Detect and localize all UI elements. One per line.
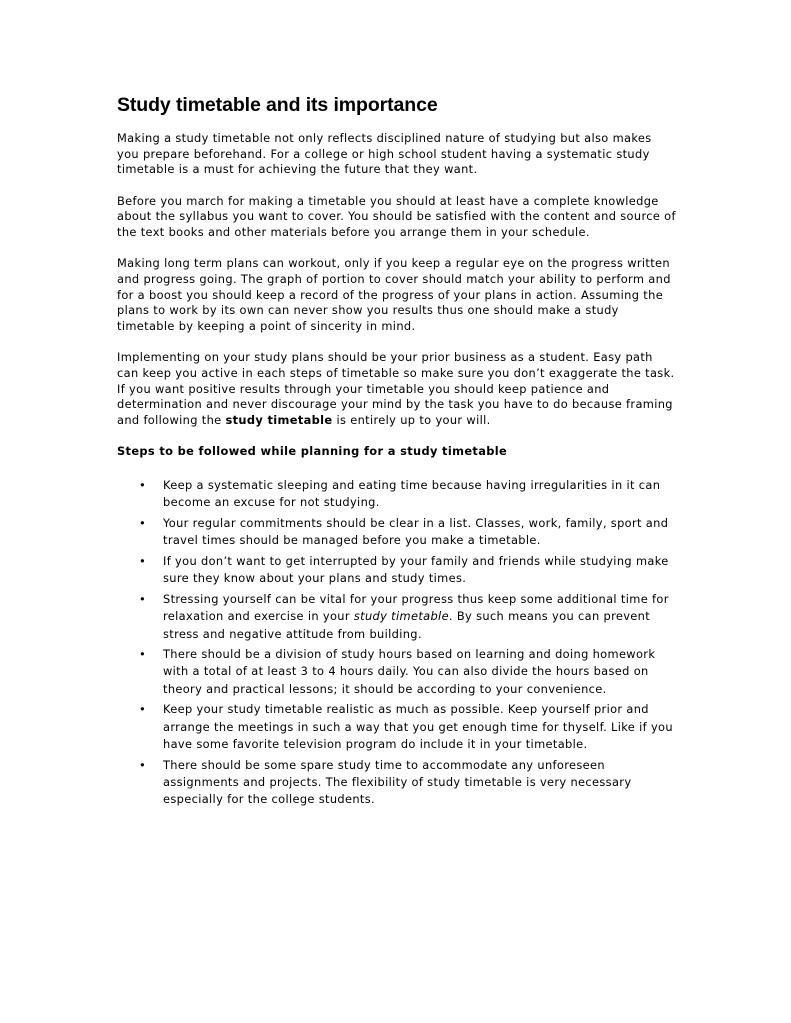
bullet-icon: • — [139, 702, 147, 717]
list-item — [117, 701, 677, 753]
list-item — [117, 553, 677, 588]
list-item — [117, 591, 677, 643]
document-title: Study timetable and its importance — [117, 94, 438, 116]
list-item — [117, 477, 677, 512]
italic-study-timetable: study timetable — [353, 609, 449, 624]
list-item — [117, 646, 677, 698]
document-page — [117, 93, 677, 812]
paragraph-implementing — [117, 350, 677, 429]
bullet-icon: • — [139, 647, 147, 662]
list-item-text: Keep your study timetable realistic as much as possible. Keep yourself prior and arrange the meetings in such a way that you get enough time for thyself. Like if you have some favorite television program do include it in your timetable. — [163, 702, 673, 752]
bullet-icon: • — [139, 477, 147, 492]
paragraph-syllabus: Before you march for making a timetable you should at least have a complete knowledge about the syllabus you want to cover. You should be satisfied with the content and source of the text books and other materials before you arrange them in your schedule. — [117, 193, 676, 240]
paragraph-long-term-plans: Making long term plans can workout, only if you keep a regular eye on the progress written and progress going. The graph of portion to cover should match your ability to perform and for a boost you should keep a record of the progress of your plans in action. Assuming the plans to work by its own can never show you results thus one should make a study timetable by keeping a point of sincerity in mind. — [117, 256, 671, 334]
paragraph-implementing-text-end: is entirely up to your will. — [332, 413, 491, 428]
list-item-text: Stressing yourself can be vital for your progress thus keep some additional time for relaxation and exercise in your — [163, 591, 669, 624]
list-item — [117, 515, 677, 550]
list-item-text: There should be some spare study time to accommodate any unforeseen assignments and projects. The flexibility of study timetable is very necessary especially for the college students. — [163, 757, 632, 807]
bold-study-timetable: study timetable — [225, 413, 333, 428]
bullet-icon: • — [139, 757, 147, 772]
list-item-text: There should be a division of study hours based on learning and doing homework with a total of at least 3 to 4 hours daily. You can also divide the hours based on theory and practical lessons; it should be according to your convenience. — [163, 647, 656, 696]
list-item-text: Keep a systematic sleeping and eating time because having irregularities in it can become an excuse for not studying. — [163, 477, 661, 510]
bullet-icon: • — [139, 553, 147, 568]
paragraph-implementing-text: Implementing on your study plans should be your prior business as a student. Easy path can keep you active in each steps of timetable so make sure you don’t exaggerate the task. If you want positive results through your timetable you should keep patience and determination and never discourage your mind by the task you have to do because framing and following the — [117, 350, 675, 428]
steps-heading: Steps to be followed while planning for a study timetable — [117, 444, 508, 459]
bullet-icon: • — [139, 515, 147, 530]
bullet-icon: • — [139, 591, 147, 606]
list-item-text: Your regular commitments should be clear in a list. Classes, work, family, sport and travel times should be managed before you make a timetable. — [163, 515, 669, 548]
steps-list — [117, 477, 677, 809]
paragraph-intro: Making a study timetable not only reflects disciplined nature of studying but also makes you prepare beforehand. For a college or high school student having a systematic study timetable is a must for achieving the future that they want. — [117, 131, 652, 177]
list-item-text: If you don’t want to get interrupted by your family and friends while studying make sure they know about your plans and study times. — [163, 553, 669, 586]
list-item — [117, 757, 677, 809]
list-item-text-end: . By such means you can prevent stress and negative attitude from building. — [163, 609, 651, 641]
